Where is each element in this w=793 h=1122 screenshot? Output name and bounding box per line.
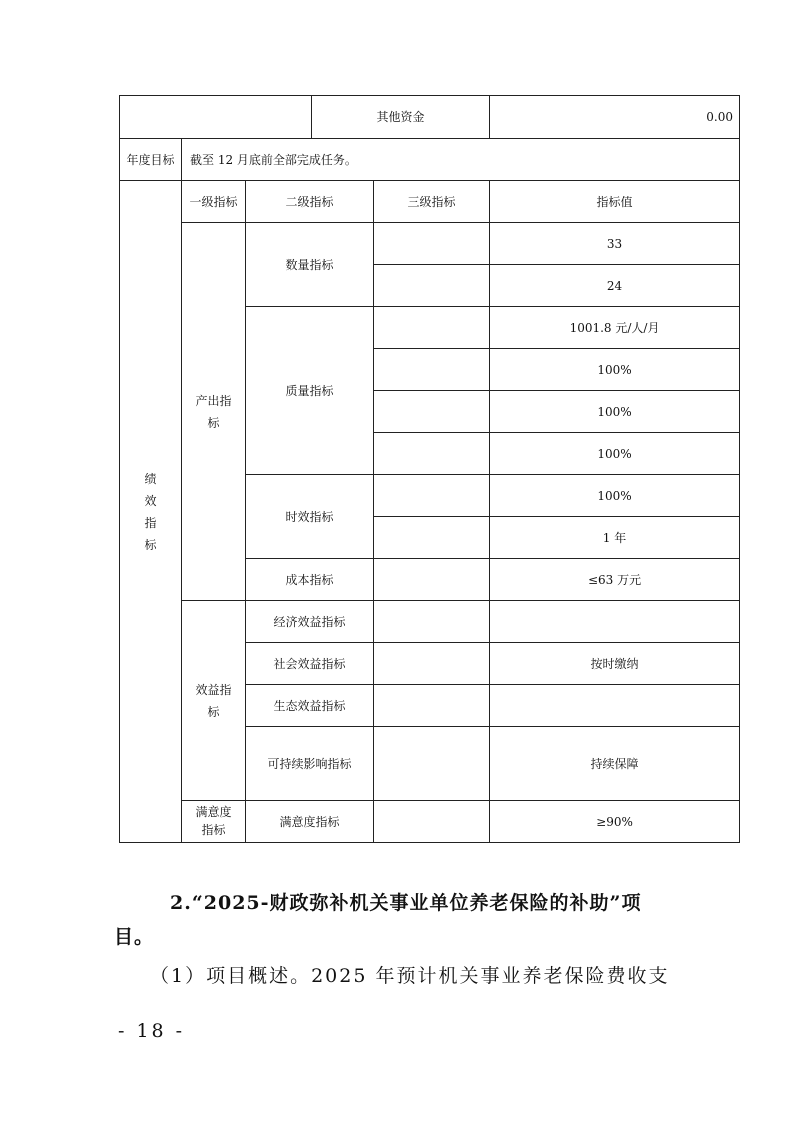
level3-cell — [374, 223, 490, 265]
cost-value: ≤63 万元 — [490, 559, 740, 601]
table-row — [120, 96, 740, 139]
table-row — [120, 601, 740, 643]
perf-indicator-label — [120, 181, 182, 843]
empty-cell — [120, 96, 312, 139]
ecological-benefit-label: 生态效益指标 — [246, 685, 374, 727]
other-funds-label: 其他资金 — [312, 96, 490, 139]
cost-indicator-label: 成本指标 — [246, 559, 374, 601]
level3-cell — [374, 265, 490, 307]
level3-cell — [374, 307, 490, 349]
header-value: 指标值 — [490, 181, 740, 223]
performance-indicator-table — [119, 95, 740, 843]
timeliness-value-2: 1 年 — [490, 517, 740, 559]
quality-value-1: 1001.8 元/人/月 — [490, 307, 740, 349]
quality-indicator-label: 质量指标 — [246, 307, 374, 475]
project-overview-paragraph: （1）项目概述。2025 年预计机关事业养老保险费收支 — [150, 965, 670, 987]
other-funds-value: 0.00 — [490, 96, 740, 139]
level3-cell — [374, 685, 490, 727]
page-number: - 18 - — [118, 1020, 186, 1042]
level3-cell — [374, 559, 490, 601]
satisfaction-level1-text: 满意度指标 — [195, 805, 232, 837]
indicator-table-wrapper — [119, 95, 740, 843]
benefit-indicator-text: 效益指标 — [195, 682, 232, 719]
level3-cell — [374, 475, 490, 517]
level3-cell — [374, 349, 490, 391]
header-level1: 一级指标 — [182, 181, 246, 223]
sustainable-impact-value: 持续保障 — [490, 727, 740, 801]
table-row — [120, 801, 740, 843]
annual-goal-text: 截至 12 月底前全部完成任务。 — [182, 139, 740, 181]
perf-indicator-text: 绩效指标 — [144, 471, 157, 552]
output-indicator-text: 产出指标 — [195, 393, 232, 430]
level3-cell — [374, 801, 490, 843]
social-benefit-label: 社会效益指标 — [246, 643, 374, 685]
header-level2: 二级指标 — [246, 181, 374, 223]
quality-value-4: 100% — [490, 433, 740, 475]
annual-goal-label: 年度目标 — [120, 139, 182, 181]
quality-value-3: 100% — [490, 391, 740, 433]
quantity-indicator-label: 数量指标 — [246, 223, 374, 307]
timeliness-indicator-label: 时效指标 — [246, 475, 374, 559]
economic-benefit-value — [490, 601, 740, 643]
quantity-value-2: 24 — [490, 265, 740, 307]
level3-cell — [374, 517, 490, 559]
section-heading — [114, 886, 710, 954]
economic-benefit-label: 经济效益指标 — [246, 601, 374, 643]
benefit-indicator-label — [182, 601, 246, 801]
ecological-benefit-value — [490, 685, 740, 727]
quantity-value-1: 33 — [490, 223, 740, 265]
table-row — [120, 139, 740, 181]
timeliness-value-1: 100% — [490, 475, 740, 517]
level3-cell — [374, 727, 490, 801]
section-heading-line2: 目。 — [114, 926, 155, 948]
satisfaction-value: ≥90% — [490, 801, 740, 843]
section-heading-line1: 2.“2025-财政弥补机关事业单位养老保险的补助”项 — [170, 892, 642, 914]
level3-cell — [374, 391, 490, 433]
table-row — [120, 223, 740, 265]
table-header-row — [120, 181, 740, 223]
satisfaction-level2-label: 满意度指标 — [246, 801, 374, 843]
level3-cell — [374, 433, 490, 475]
header-level3: 三级指标 — [374, 181, 490, 223]
social-benefit-value: 按时缴纳 — [490, 643, 740, 685]
output-indicator-label — [182, 223, 246, 601]
sustainable-impact-label: 可持续影响指标 — [246, 727, 374, 801]
satisfaction-level1-label — [182, 801, 246, 843]
level3-cell — [374, 601, 490, 643]
quality-value-2: 100% — [490, 349, 740, 391]
level3-cell — [374, 643, 490, 685]
